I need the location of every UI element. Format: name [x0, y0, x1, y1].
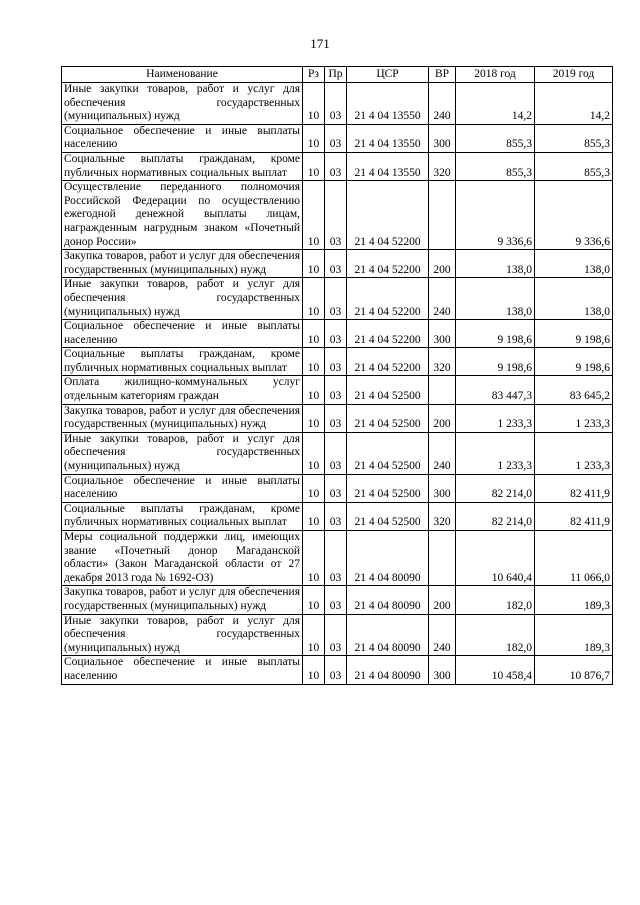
- cell-pr: 03: [325, 586, 347, 614]
- cell-2018: 9 198,6: [456, 320, 535, 348]
- cell-pr: 03: [325, 531, 347, 586]
- cell-2018: 1 233,3: [456, 404, 535, 432]
- cell-vr: 200: [429, 586, 456, 614]
- table-row: [62, 614, 613, 656]
- cell-rz: 10: [303, 432, 325, 474]
- cell-csr: 21 4 04 80090: [347, 656, 429, 684]
- cell-vr: 300: [429, 320, 456, 348]
- cell-csr: 21 4 04 52200: [347, 320, 429, 348]
- cell-vr: 200: [429, 404, 456, 432]
- table-row: [62, 320, 613, 348]
- cell-rz: 10: [303, 376, 325, 404]
- cell-csr: 21 4 04 52500: [347, 502, 429, 530]
- cell-2018: 83 447,3: [456, 376, 535, 404]
- cell-2018: 182,0: [456, 586, 535, 614]
- cell-rz: 10: [303, 250, 325, 278]
- cell-csr: 21 4 04 13550: [347, 152, 429, 180]
- cell-pr: 03: [325, 432, 347, 474]
- cell-pr: 03: [325, 83, 347, 125]
- cell-2019: 10 876,7: [535, 656, 613, 684]
- cell-name: Закупка товаров, работ и услуг для обеспечения государственных (муниципальных) нужд: [62, 586, 303, 614]
- table-row: [62, 152, 613, 180]
- cell-rz: 10: [303, 152, 325, 180]
- cell-pr: 03: [325, 656, 347, 684]
- cell-csr: 21 4 04 52500: [347, 474, 429, 502]
- table-row: [62, 474, 613, 502]
- cell-2019: 138,0: [535, 278, 613, 320]
- col-header-rz: Рз: [303, 67, 325, 83]
- cell-rz: 10: [303, 348, 325, 376]
- cell-2019: 82 411,9: [535, 474, 613, 502]
- cell-2019: 14,2: [535, 83, 613, 125]
- cell-csr: 21 4 04 52500: [347, 404, 429, 432]
- cell-2018: 855,3: [456, 124, 535, 152]
- cell-vr: [429, 181, 456, 250]
- table-row: [62, 348, 613, 376]
- cell-rz: 10: [303, 531, 325, 586]
- cell-name: Социальные выплаты гражданам, кроме публичных нормативных социальных выплат: [62, 348, 303, 376]
- col-header-2018: 2018 год: [456, 67, 535, 83]
- cell-vr: 240: [429, 432, 456, 474]
- cell-csr: 21 4 04 52200: [347, 181, 429, 250]
- cell-name: Осуществление переданного полномочия Российской Федерации по осуществлению ежегодной денежной выплаты лицам, награжденным нагрудным знаком «Почетный донор России»: [62, 181, 303, 250]
- cell-pr: 03: [325, 348, 347, 376]
- cell-csr: 21 4 04 52500: [347, 432, 429, 474]
- cell-csr: 21 4 04 80090: [347, 531, 429, 586]
- cell-2018: 10 640,4: [456, 531, 535, 586]
- cell-name: Закупка товаров, работ и услуг для обеспечения государственных (муниципальных) нужд: [62, 250, 303, 278]
- cell-2018: 138,0: [456, 250, 535, 278]
- cell-rz: 10: [303, 404, 325, 432]
- cell-2018: 82 214,0: [456, 502, 535, 530]
- cell-name: Иные закупки товаров, работ и услуг для обеспечения государственных (муниципальных) нужд: [62, 432, 303, 474]
- cell-vr: 240: [429, 278, 456, 320]
- cell-2019: 855,3: [535, 124, 613, 152]
- table-row: [62, 83, 613, 125]
- table-row: [62, 586, 613, 614]
- cell-2019: 1 233,3: [535, 432, 613, 474]
- cell-vr: 240: [429, 614, 456, 656]
- cell-2019: 855,3: [535, 152, 613, 180]
- cell-rz: 10: [303, 83, 325, 125]
- cell-vr: 200: [429, 250, 456, 278]
- cell-2018: 138,0: [456, 278, 535, 320]
- page-number: 171: [310, 36, 330, 51]
- cell-2018: 10 458,4: [456, 656, 535, 684]
- cell-name: Закупка товаров, работ и услуг для обеспечения государственных (муниципальных) нужд: [62, 404, 303, 432]
- cell-2019: 1 233,3: [535, 404, 613, 432]
- table-row: [62, 404, 613, 432]
- col-header-vr: ВР: [429, 67, 456, 83]
- cell-2018: 1 233,3: [456, 432, 535, 474]
- header-row: [62, 67, 613, 83]
- cell-pr: 03: [325, 404, 347, 432]
- cell-2019: 11 066,0: [535, 531, 613, 586]
- cell-rz: 10: [303, 656, 325, 684]
- cell-csr: 21 4 04 13550: [347, 83, 429, 125]
- cell-2018: 855,3: [456, 152, 535, 180]
- cell-rz: 10: [303, 278, 325, 320]
- cell-vr: 300: [429, 656, 456, 684]
- cell-csr: 21 4 04 52200: [347, 250, 429, 278]
- table-body: [62, 83, 613, 685]
- cell-pr: 03: [325, 124, 347, 152]
- cell-rz: 10: [303, 586, 325, 614]
- col-header-csr: ЦСР: [347, 67, 429, 83]
- cell-name: Социальные выплаты гражданам, кроме публичных нормативных социальных выплат: [62, 502, 303, 530]
- cell-2018: 182,0: [456, 614, 535, 656]
- table-row: [62, 531, 613, 586]
- cell-csr: 21 4 04 13550: [347, 124, 429, 152]
- cell-pr: 03: [325, 278, 347, 320]
- cell-2019: 189,3: [535, 586, 613, 614]
- cell-csr: 21 4 04 80090: [347, 586, 429, 614]
- cell-pr: 03: [325, 376, 347, 404]
- cell-2019: 82 411,9: [535, 502, 613, 530]
- table-row: [62, 502, 613, 530]
- cell-vr: [429, 531, 456, 586]
- cell-vr: 300: [429, 474, 456, 502]
- cell-rz: 10: [303, 124, 325, 152]
- cell-2018: 14,2: [456, 83, 535, 125]
- table-row: [62, 278, 613, 320]
- cell-2018: 82 214,0: [456, 474, 535, 502]
- cell-rz: 10: [303, 320, 325, 348]
- cell-2018: 9 336,6: [456, 181, 535, 250]
- table-row: [62, 124, 613, 152]
- budget-table: [61, 66, 613, 685]
- table-row: [62, 432, 613, 474]
- cell-name: Меры социальной поддержки лиц, имеющих звание «Почетный донор Магаданской области» (Закон Магаданской области от 27 декабря 2013 года № 1692-ОЗ): [62, 531, 303, 586]
- cell-csr: 21 4 04 52500: [347, 376, 429, 404]
- cell-pr: 03: [325, 614, 347, 656]
- cell-pr: 03: [325, 502, 347, 530]
- cell-vr: 300: [429, 124, 456, 152]
- cell-pr: 03: [325, 250, 347, 278]
- cell-rz: 10: [303, 474, 325, 502]
- cell-name: Иные закупки товаров, работ и услуг для обеспечения государственных (муниципальных) нужд: [62, 83, 303, 125]
- cell-rz: 10: [303, 502, 325, 530]
- cell-2018: 9 198,6: [456, 348, 535, 376]
- cell-name: Социальное обеспечение и иные выплаты населению: [62, 124, 303, 152]
- cell-name: Социальное обеспечение и иные выплаты населению: [62, 474, 303, 502]
- cell-pr: 03: [325, 181, 347, 250]
- cell-vr: 320: [429, 348, 456, 376]
- cell-name: Социальное обеспечение и иные выплаты населению: [62, 320, 303, 348]
- cell-pr: 03: [325, 474, 347, 502]
- cell-2019: 189,3: [535, 614, 613, 656]
- cell-csr: 21 4 04 80090: [347, 614, 429, 656]
- cell-2019: 138,0: [535, 250, 613, 278]
- cell-name: Оплата жилищно-коммунальных услуг отдельным категориям граждан: [62, 376, 303, 404]
- cell-vr: 320: [429, 152, 456, 180]
- cell-rz: 10: [303, 614, 325, 656]
- cell-name: Социальное обеспечение и иные выплаты населению: [62, 656, 303, 684]
- cell-pr: 03: [325, 320, 347, 348]
- cell-vr: 240: [429, 83, 456, 125]
- col-header-2019: 2019 год: [535, 67, 613, 83]
- cell-name: Социальные выплаты гражданам, кроме публичных нормативных социальных выплат: [62, 152, 303, 180]
- table-row: [62, 656, 613, 684]
- table-row: [62, 181, 613, 250]
- cell-name: Иные закупки товаров, работ и услуг для обеспечения государственных (муниципальных) нужд: [62, 278, 303, 320]
- cell-vr: [429, 376, 456, 404]
- col-header-name: Наименование: [62, 67, 303, 83]
- table-row: [62, 376, 613, 404]
- cell-vr: 320: [429, 502, 456, 530]
- cell-name: Иные закупки товаров, работ и услуг для обеспечения государственных (муниципальных) нужд: [62, 614, 303, 656]
- table-row: [62, 250, 613, 278]
- col-header-pr: Пр: [325, 67, 347, 83]
- cell-csr: 21 4 04 52200: [347, 348, 429, 376]
- cell-csr: 21 4 04 52200: [347, 278, 429, 320]
- cell-2019: 9 198,6: [535, 348, 613, 376]
- cell-2019: 9 198,6: [535, 320, 613, 348]
- cell-2019: 9 336,6: [535, 181, 613, 250]
- cell-pr: 03: [325, 152, 347, 180]
- cell-2019: 83 645,2: [535, 376, 613, 404]
- cell-rz: 10: [303, 181, 325, 250]
